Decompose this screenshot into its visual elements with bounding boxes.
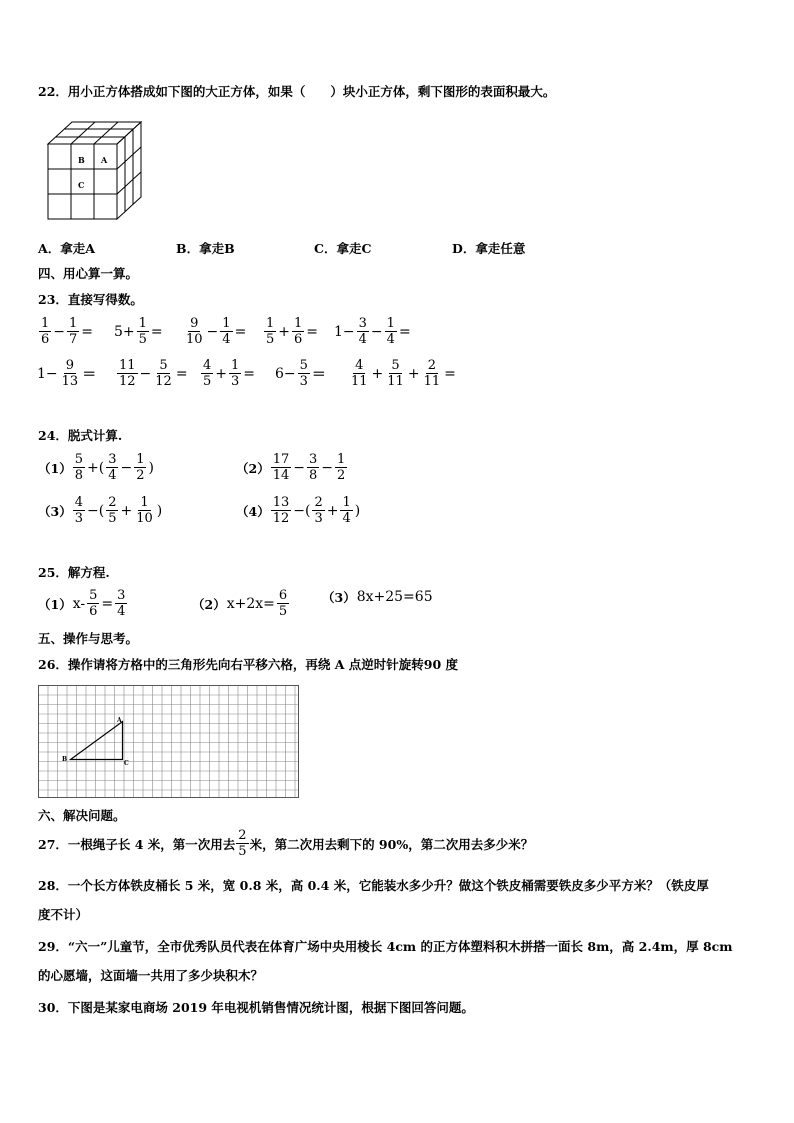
q23-r2-e3 bbox=[200, 358, 274, 389]
fraction: $\frac{4}{5}$ bbox=[203, 358, 212, 389]
point-b-label: B bbox=[62, 756, 68, 763]
fraction: $\frac{5}{6}$ bbox=[89, 588, 98, 619]
q25-item1 bbox=[38, 588, 128, 619]
q24-expr-4 bbox=[270, 495, 362, 526]
fraction: $\frac{4}{11}$ bbox=[351, 358, 368, 389]
q22-option-c[interactable]: C．拿走C bbox=[314, 241, 372, 256]
q26-grid[interactable] bbox=[38, 685, 300, 799]
q25-label-1: （1） bbox=[38, 596, 72, 612]
section4-heading: 四、用心算一算。 bbox=[38, 266, 139, 281]
q22-option-b[interactable]: B．拿走B bbox=[176, 241, 235, 256]
fraction: $\frac{9}{13}$ bbox=[61, 358, 79, 389]
q25-label-3: （3） bbox=[322, 590, 356, 605]
q24-expr-1 bbox=[72, 452, 155, 483]
q23-r1-e2 bbox=[113, 316, 183, 347]
q23-r2-e5 bbox=[348, 358, 458, 389]
operator: −( bbox=[293, 502, 311, 519]
q28-line2: 度不计） bbox=[38, 907, 89, 922]
q25-item3 bbox=[322, 588, 434, 606]
fraction: $\frac{1}{4}$ bbox=[386, 316, 395, 347]
point-c-label: C bbox=[124, 760, 129, 767]
q26-text: 26．操作请将方格中的三角形先向右平移六格，再绕 A 点逆时针旋转90 度 bbox=[38, 657, 459, 672]
equals-sign: = bbox=[234, 323, 247, 340]
q29-line2: 的心愿墙，这面墙一共用了多少块积木？ bbox=[38, 968, 264, 983]
q23-title: 23．直接写得数。 bbox=[38, 292, 143, 307]
q23-r1-e5 bbox=[333, 316, 423, 347]
q24-label-4: （4） bbox=[236, 503, 270, 519]
q24-item4 bbox=[236, 495, 361, 526]
fraction: $\frac{17}{14}$ bbox=[272, 452, 290, 483]
q25-label-2: （2） bbox=[192, 596, 226, 612]
operator: = bbox=[101, 595, 114, 612]
q25-title: 25．解方程. bbox=[38, 565, 110, 580]
q24-item3 bbox=[38, 495, 163, 526]
operator: 8x+25=65 bbox=[356, 589, 433, 605]
fraction: $\frac{3}{4}$ bbox=[117, 588, 126, 619]
fraction: $\frac{1}{4}$ bbox=[342, 495, 351, 526]
q24-expr-3 bbox=[72, 495, 164, 526]
q24-expr-2 bbox=[270, 452, 349, 483]
operator: − bbox=[321, 459, 333, 476]
q23-r2-e2 bbox=[116, 358, 200, 389]
operator: + bbox=[215, 365, 228, 382]
fraction: $\frac{2}{3}$ bbox=[314, 495, 323, 526]
fraction: $\frac{3}{4}$ bbox=[108, 452, 117, 483]
operator: ) bbox=[156, 502, 163, 519]
fraction: $\frac{1}{6}$ bbox=[41, 316, 50, 347]
operator: 1− bbox=[334, 323, 355, 340]
q24-item2 bbox=[236, 452, 348, 483]
operator: 6− bbox=[275, 365, 296, 382]
q25-expr-1 bbox=[72, 588, 129, 619]
q30-text: 30．下图是某家电商场 2019 年电视机销售情况统计图，根据下图回答问题。 bbox=[38, 1000, 474, 1015]
equals-sign: = bbox=[81, 323, 94, 340]
cube-label-a: A bbox=[101, 155, 108, 165]
q28-line1: 28．一个长方体铁皮桶长 5 米，宽 0.8 米，高 0.4 米，它能装水多少升？做这个铁皮桶需要铁皮多少平方米？（铁皮厚 bbox=[38, 878, 709, 893]
fraction: $\frac{6}{5}$ bbox=[278, 588, 288, 619]
fraction: $\frac{11}{12}$ bbox=[119, 358, 136, 389]
section6-heading: 六、解决问题。 bbox=[38, 808, 126, 823]
cube-label-b: B bbox=[78, 155, 85, 165]
operator: + bbox=[278, 323, 291, 340]
equals-sign: ＝ bbox=[82, 366, 97, 383]
equals-sign: ＝ bbox=[311, 366, 326, 383]
operator: +( bbox=[86, 459, 105, 476]
operator: − bbox=[139, 365, 152, 382]
q29-line1: 29．“六一”儿童节，全市优秀队员代表在体育广场中央用棱长 4cm 的正方体塑料积木拼搭一面长 8m，高 2.4m，厚 8cm bbox=[38, 939, 733, 954]
fraction: $\frac{5}{8}$ bbox=[74, 452, 83, 483]
q23-r2-e4 bbox=[274, 358, 348, 389]
fraction: $\frac{1}{10}$ bbox=[136, 495, 153, 526]
equals-sign: = bbox=[398, 323, 411, 340]
q24-label-1: （1） bbox=[38, 460, 72, 476]
equals-sign: = bbox=[306, 323, 319, 340]
operator: 1− bbox=[37, 365, 58, 382]
fraction: $\frac{1}{7}$ bbox=[69, 316, 78, 347]
cube-label-c: C bbox=[78, 180, 85, 190]
operator: ) bbox=[354, 502, 361, 519]
fraction: $\frac{1}{4}$ bbox=[222, 316, 231, 347]
q24-title: 24．脱式计算. bbox=[38, 428, 123, 443]
fraction: $\frac{1}{2}$ bbox=[337, 452, 346, 483]
q23-r1-e4 bbox=[263, 316, 333, 347]
operator: 5+ bbox=[114, 323, 135, 340]
q22-option-a[interactable]: A．拿走A bbox=[38, 241, 95, 256]
section5-heading: 五、操作与思考。 bbox=[38, 631, 139, 646]
q23-row1 bbox=[38, 316, 423, 347]
fraction: $\frac{13}{12}$ bbox=[272, 495, 290, 526]
operator: + bbox=[407, 365, 420, 382]
fraction: $\frac{3}{4}$ bbox=[358, 316, 367, 347]
operator: x- bbox=[72, 595, 86, 612]
operator: −( bbox=[86, 502, 105, 519]
equals-sign: = bbox=[175, 365, 188, 382]
operator: − bbox=[206, 323, 219, 340]
operator: ) bbox=[148, 459, 154, 476]
q22-text: 22．用小正方体搭成如下图的大正方体，如果（ ）块小正方体，剩下图形的表面积最大。 bbox=[38, 84, 556, 99]
fraction: $\frac{1}{3}$ bbox=[231, 358, 240, 389]
fraction: $\frac{5}{3}$ bbox=[299, 358, 308, 389]
fraction: $\frac{1}{2}$ bbox=[136, 452, 145, 483]
q25-expr-2 bbox=[226, 588, 290, 619]
operator: − bbox=[53, 323, 66, 340]
fraction: $\frac{1}{5}$ bbox=[266, 316, 275, 347]
operator: + bbox=[120, 502, 133, 519]
q25-expr-3 bbox=[356, 589, 434, 605]
q27-post: 米，第二次用去剩下的 90%，第二次用去多少米？ bbox=[249, 836, 534, 852]
fraction: $\frac{5}{12}$ bbox=[155, 358, 172, 389]
q23-r1-e3 bbox=[183, 316, 263, 347]
fraction: $\frac{9}{10}$ bbox=[186, 316, 203, 347]
q27-line bbox=[38, 828, 533, 859]
fraction: $\frac{2}{11}$ bbox=[423, 358, 441, 389]
q23-row2 bbox=[36, 358, 458, 389]
q23-r1-e1 bbox=[38, 316, 113, 347]
q27-fraction: $\frac{2}{5}$ bbox=[238, 828, 247, 859]
q24-label-3: （3） bbox=[38, 503, 72, 519]
operator: − bbox=[370, 323, 383, 340]
q23-r2-e1 bbox=[36, 358, 116, 389]
fraction: $\frac{5}{11}$ bbox=[387, 358, 404, 389]
operator: x+2x= bbox=[226, 595, 275, 612]
q24-label-2: （2） bbox=[236, 460, 270, 476]
q25-item2 bbox=[192, 588, 290, 619]
operator: − bbox=[293, 459, 305, 476]
fraction: $\frac{1}{5}$ bbox=[138, 316, 147, 347]
q22-cube-figure bbox=[44, 118, 154, 224]
point-a-label: A bbox=[117, 717, 122, 724]
fraction: $\frac{2}{5}$ bbox=[108, 495, 117, 526]
fraction: $\frac{1}{6}$ bbox=[294, 316, 303, 347]
operator: − bbox=[120, 459, 133, 476]
fraction: $\frac{3}{8}$ bbox=[308, 452, 318, 483]
q24-item1 bbox=[38, 452, 155, 483]
q22-option-d[interactable]: D．拿走任意 bbox=[452, 241, 526, 256]
equals-sign: = bbox=[150, 323, 163, 340]
equals-sign: = bbox=[243, 365, 256, 382]
equals-sign: = bbox=[444, 365, 456, 382]
fraction: $\frac{4}{3}$ bbox=[74, 495, 83, 526]
q27-pre: 27．一根绳子长 4 米，第一次用去 bbox=[38, 836, 236, 852]
operator: + bbox=[326, 502, 339, 519]
operator: + bbox=[371, 365, 384, 382]
